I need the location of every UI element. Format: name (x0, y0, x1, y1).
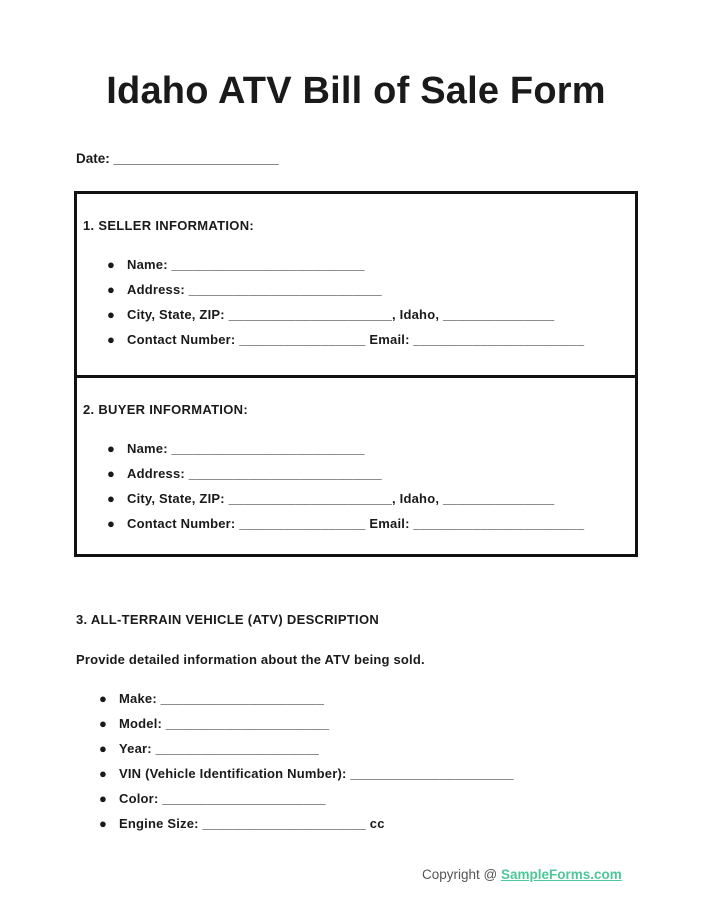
seller-contact-item: ● Contact Number: _________________ Email: _______________________ (107, 332, 585, 347)
page-title: Idaho ATV Bill of Sale Form (106, 70, 606, 112)
bullet-icon: ● (107, 282, 116, 297)
date-line: Date: ______________________ (76, 151, 279, 166)
atv-color-item: ● Color: ______________________ (99, 791, 326, 806)
buyer-name-item: ● Name: __________________________ (107, 441, 365, 456)
atv-model-item: ● Model: ______________________ (99, 716, 330, 731)
bullet-icon: ● (99, 791, 108, 806)
atv-engine-item: ● Engine Size: ______________________ cc (99, 816, 385, 831)
buyer-section (77, 375, 635, 557)
buyer-list (107, 441, 585, 541)
atv-description: Provide detailed information about the ATV being sold. (76, 652, 425, 667)
bullet-icon: ● (107, 516, 116, 531)
bullet-icon: ● (99, 716, 108, 731)
bullet-icon: ● (107, 257, 116, 272)
copyright-footer (422, 867, 622, 882)
bullet-icon: ● (107, 466, 116, 481)
buyer-contact-item: ● Contact Number: _________________ Email: _______________________ (107, 516, 585, 531)
atv-list (99, 691, 514, 841)
seller-heading: 1. SELLER INFORMATION: (83, 218, 255, 233)
seller-address-item: ● Address: __________________________ (107, 282, 382, 297)
buyer-address-item: ● Address: __________________________ (107, 466, 382, 481)
bullet-icon: ● (107, 441, 116, 456)
bullet-icon: ● (99, 691, 108, 706)
seller-city-item: ● City, State, ZIP: ______________________, Idaho, _______________ (107, 307, 555, 322)
brand-link[interactable]: SampleForms.com (500, 867, 622, 882)
bullet-icon: ● (107, 307, 116, 322)
bullet-icon: ● (99, 766, 108, 781)
seller-section (77, 194, 635, 375)
seller-name-item: ● Name: __________________________ (107, 257, 365, 272)
party-info-box (74, 191, 638, 557)
bullet-icon: ● (99, 816, 108, 831)
atv-year-item: ● Year: ______________________ (99, 741, 320, 756)
bullet-icon: ● (107, 491, 116, 506)
copyright-text: Copyright @ (422, 867, 501, 882)
buyer-heading: 2. BUYER INFORMATION: (83, 402, 248, 417)
bullet-icon: ● (99, 741, 108, 756)
atv-make-item: ● Make: ______________________ (99, 691, 325, 706)
atv-vin-item: ● VIN (Vehicle Identification Number): ______________________ (99, 766, 514, 781)
atv-heading: 3. ALL-TERRAIN VEHICLE (ATV) DESCRIPTION (76, 612, 380, 627)
bullet-icon: ● (107, 332, 116, 347)
buyer-city-item: ● City, State, ZIP: ______________________, Idaho, _______________ (107, 491, 555, 506)
seller-list (107, 257, 585, 357)
